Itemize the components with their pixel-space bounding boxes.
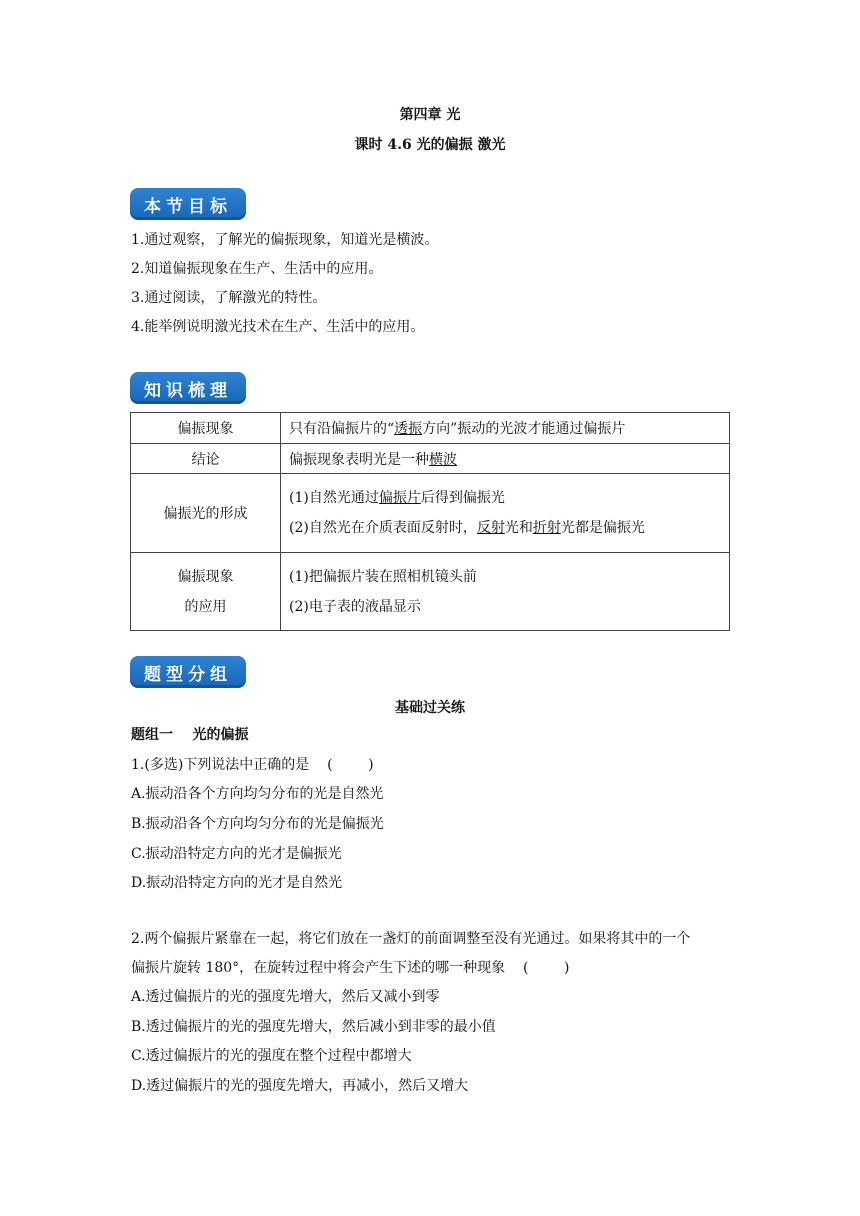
problems-badge: 题型分组 [130,656,246,688]
goal-item: 4.能举例说明激光技术在生产、生活中的应用。 [131,319,425,335]
knowledge-badge: 知识梳理 [130,372,246,404]
table-value-cell [281,474,730,553]
cell-line [289,488,721,508]
question-option: B.透过偏振片的光的强度先增大，然后减小到非零的最小值 [131,1019,496,1035]
underlined-answer: 透振 [394,421,423,437]
table-key-cell [131,553,281,631]
text-segment: 偏振现象表明光是一种 [289,451,429,468]
goals-badge: 本节目标 [130,188,246,220]
text-segment: 后得到偏振光 [420,490,505,506]
table-value-cell [281,553,730,631]
text-segment: 光都是偏振光 [560,520,645,536]
question-option: D.振动沿特定方向的光才是自然光 [131,875,343,891]
table-value-cell [281,444,730,474]
underlined-answer: 偏振片 [378,490,421,506]
question-option: A.透过偏振片的光的强度先增大，然后又减小到零 [131,989,440,1005]
question-option: C.透过偏振片的光的强度在整个过程中都增大 [131,1048,412,1064]
goal-item: 1.通过观察，了解光的偏振现象，知道光是横波。 [131,232,439,248]
key-line: 的应用 [184,598,227,615]
goal-item: 2.知道偏振现象在生产、生活中的应用。 [131,261,383,277]
question-option: B.振动沿各个方向均匀分布的光是偏振光 [131,816,384,832]
underlined-answer: 横波 [429,451,457,468]
question-option: D.透过偏振片的光的强度先增大，再减小，然后又增大 [131,1078,469,1094]
table-row [131,474,730,553]
goal-item: 3.通过阅读，了解激光的特性。 [131,290,327,306]
knowledge-table [130,412,730,631]
table-key-cell: 偏振光的形成 [131,474,281,553]
cell-line [289,518,721,538]
underlined-answer: 折射 [532,520,561,536]
table-row [131,444,730,474]
question-option: A.振动沿各个方向均匀分布的光是自然光 [131,786,384,802]
question-stem: 2.两个偏振片紧靠在一起，将它们放在一盏灯的前面调整至没有光通过。如果将其中的一个 [131,931,691,947]
question-stem: 偏振片旋转 180°，在旋转过程中将会产生下述的哪一种现象 ( ) [131,960,570,976]
section-subtitle: 基础过关练 [395,700,465,716]
lesson-title: 课时 4.6 光的偏振 激光 [354,137,506,153]
group-title: 题组一 光的偏振 [131,727,249,743]
cell-line: (1)把偏振片装在照相机镜头前 [289,568,477,585]
cell-line: (2)电子表的液晶显示 [289,598,421,615]
key-line: 偏振现象 [177,568,234,585]
text-segment: (1)自然光通过 [289,490,379,506]
table-row [131,553,730,631]
text-segment: (2)自然光在介质表面反射时， [289,520,477,536]
table-value-cell [281,413,730,444]
underlined-answer: 反射 [476,520,505,536]
table-key-cell: 结论 [131,444,281,474]
text-segment: 光和 [504,520,533,536]
text-segment: 只有沿偏振片的“ [289,421,395,437]
table-key-cell: 偏振现象 [131,413,281,444]
table-row [131,413,730,444]
question-stem: 1.(多选)下列说法中正确的是 ( ) [131,757,374,773]
chapter-title: 第四章 光 [399,107,461,123]
question-option: C.振动沿特定方向的光才是偏振光 [131,846,342,862]
text-segment: 方向”振动的光波才能通过偏振片 [422,421,626,437]
